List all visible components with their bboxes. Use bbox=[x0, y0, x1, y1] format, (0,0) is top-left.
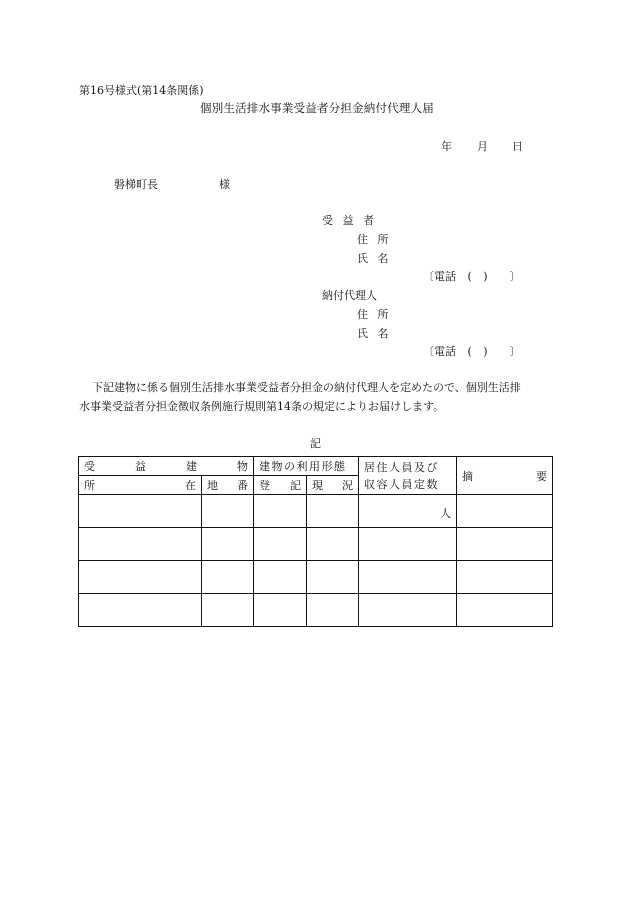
residents-cell[interactable] bbox=[359, 495, 457, 528]
building-header-char: 益 bbox=[135, 460, 146, 473]
remarks-cell[interactable] bbox=[457, 528, 553, 561]
lot-number-cell[interactable] bbox=[202, 561, 254, 594]
remarks-header-char: 要 bbox=[536, 469, 547, 483]
residents-header-line-1: 居住人員及び bbox=[364, 460, 439, 474]
remarks-cell[interactable] bbox=[457, 495, 553, 528]
remarks-cell[interactable] bbox=[457, 594, 553, 627]
residents-cell[interactable] bbox=[359, 561, 457, 594]
usage-header: 建物の利用形態 bbox=[254, 457, 359, 476]
residents-cell[interactable] bbox=[359, 528, 457, 561]
date-year: 年 bbox=[441, 140, 452, 153]
registered-cell[interactable] bbox=[254, 528, 307, 561]
lot-number-cell[interactable] bbox=[202, 528, 254, 561]
location-cell[interactable] bbox=[79, 594, 202, 627]
current-status-cell[interactable] bbox=[307, 495, 359, 528]
unit-person: 人 bbox=[440, 507, 451, 520]
location-cell[interactable] bbox=[79, 561, 202, 594]
agent-name-label: 氏 名 bbox=[357, 327, 389, 340]
beneficiary-tel: 〔電話 ( ) 〕 bbox=[423, 270, 521, 283]
remarks-header bbox=[457, 457, 553, 495]
date-day: 日 bbox=[512, 140, 523, 153]
building-table bbox=[78, 456, 553, 627]
building-header-char: 建 bbox=[186, 460, 197, 473]
table-row bbox=[79, 561, 553, 594]
location-header: 所 在 bbox=[79, 476, 202, 495]
table-row bbox=[79, 594, 553, 627]
body-text-line-2: 水事業受益者分担金徴収条例施行規則第14条の規定によりお届けします。 bbox=[79, 400, 445, 413]
form-number: 第16号様式(第14条関係) bbox=[79, 84, 204, 97]
beneficiary-name-label: 氏 名 bbox=[357, 252, 389, 265]
registered-cell[interactable] bbox=[254, 495, 307, 528]
beneficiary-address-label: 住 所 bbox=[357, 233, 389, 246]
residents-cell[interactable] bbox=[359, 594, 457, 627]
ki-label: 記 bbox=[310, 437, 321, 450]
agent-address-label: 住 所 bbox=[357, 308, 389, 321]
current-status-header: 現 況 bbox=[307, 476, 359, 495]
registered-cell[interactable] bbox=[254, 594, 307, 627]
addressee-mayor: 磐梯町長 bbox=[114, 178, 158, 191]
residents-header-line-2: 収容人員定数 bbox=[364, 477, 439, 491]
addressee-honorific: 様 bbox=[219, 178, 230, 191]
header-row-1 bbox=[79, 457, 553, 476]
remarks-header-char: 摘 bbox=[462, 469, 473, 483]
registered-header: 登 記 bbox=[254, 476, 307, 495]
table-row bbox=[79, 495, 553, 528]
document-title: 個別生活排水事業受益者分担金納付代理人届 bbox=[200, 101, 434, 115]
location-cell[interactable] bbox=[79, 495, 202, 528]
current-status-cell[interactable] bbox=[307, 561, 359, 594]
building-header-char: 物 bbox=[237, 460, 248, 473]
current-status-cell[interactable] bbox=[307, 594, 359, 627]
current-status-cell[interactable] bbox=[307, 528, 359, 561]
beneficiary-label: 受 益 者 bbox=[322, 214, 374, 227]
lot-number-cell[interactable] bbox=[202, 594, 254, 627]
building-header bbox=[79, 457, 254, 476]
date-month: 月 bbox=[477, 140, 488, 153]
location-cell[interactable] bbox=[79, 528, 202, 561]
residents-header bbox=[359, 457, 457, 495]
table-row bbox=[79, 528, 553, 561]
agent-tel: 〔電話 ( ) 〕 bbox=[423, 345, 521, 358]
lot-number-header: 地 番 bbox=[202, 476, 254, 495]
agent-label: 納付代理人 bbox=[322, 289, 377, 302]
building-header-char: 受 bbox=[84, 460, 95, 473]
lot-number-cell[interactable] bbox=[202, 495, 254, 528]
remarks-cell[interactable] bbox=[457, 561, 553, 594]
registered-cell[interactable] bbox=[254, 561, 307, 594]
body-text-line-1: 下記建物に係る個別生活排水事業受益者分担金の納付代理人を定めたので、個別生活排 bbox=[92, 381, 521, 394]
